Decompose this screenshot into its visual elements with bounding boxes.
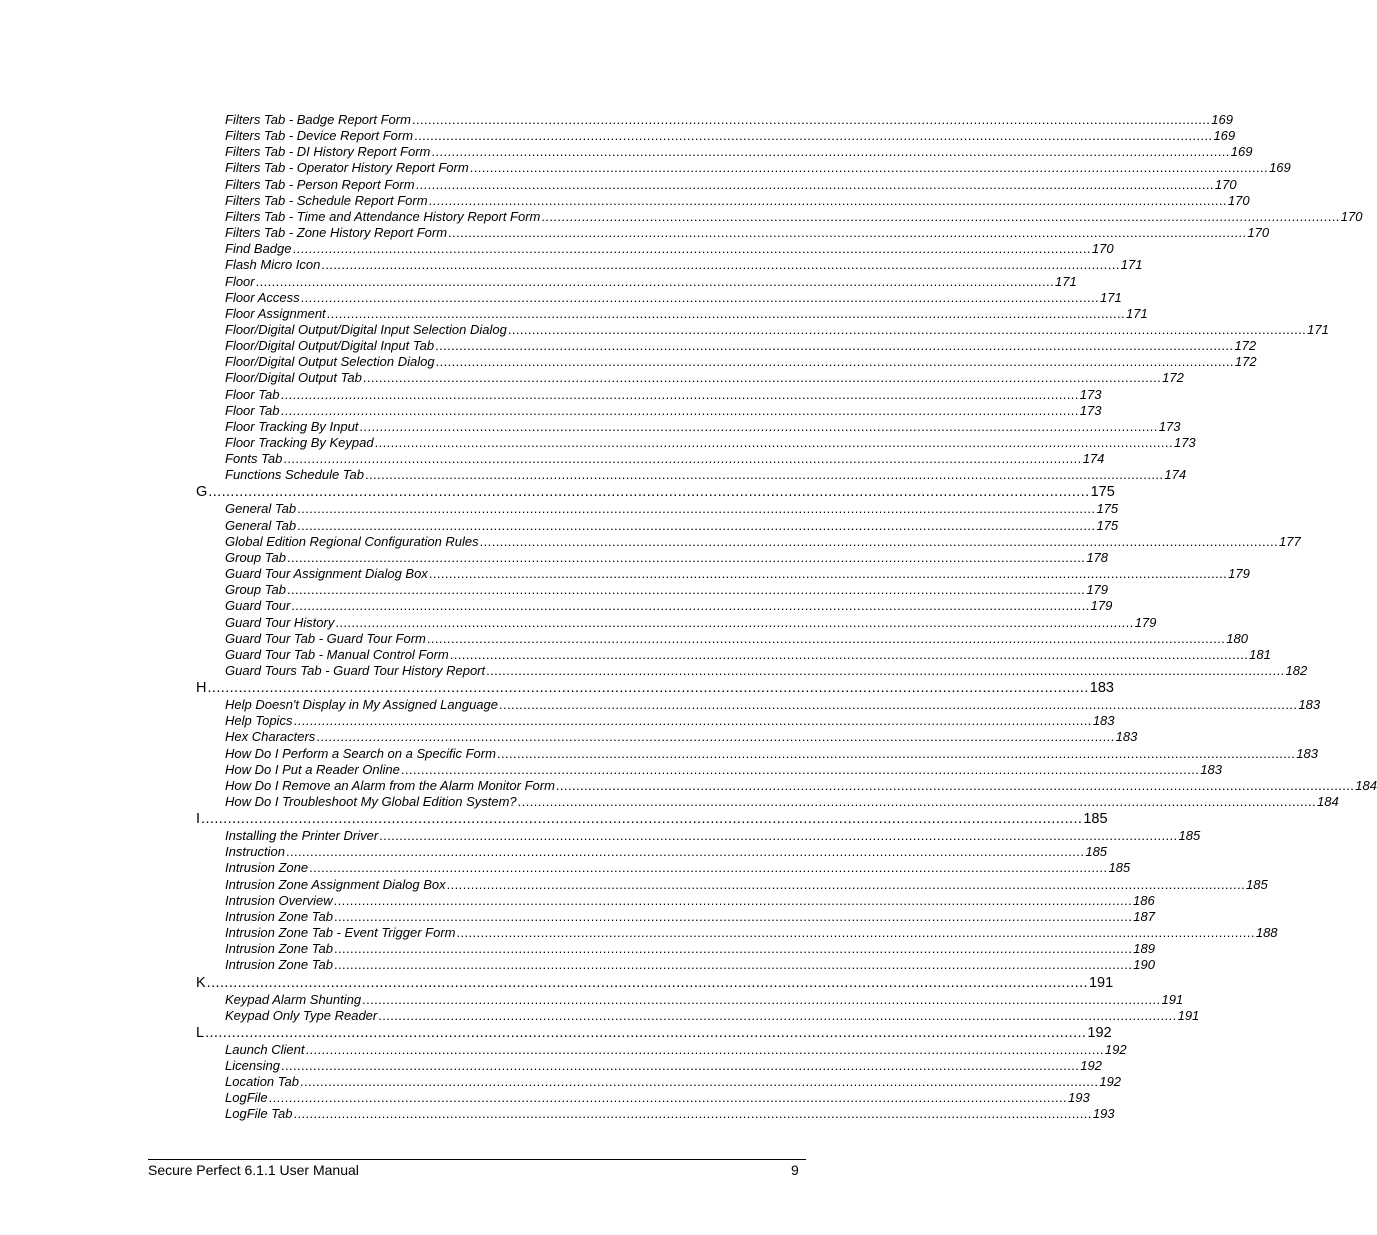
- index-page-number: 179: [1086, 582, 1109, 598]
- index-entry: [225, 697, 1321, 713]
- index-entry: [225, 713, 1115, 729]
- index-letter: H: [196, 680, 207, 697]
- index-entry-title: Hex Characters: [225, 729, 316, 745]
- index-entry-title: Group Tab: [225, 582, 286, 598]
- index-page-number: 189: [1133, 941, 1155, 957]
- index-entry: [225, 745, 1318, 761]
- index-page-number: 172: [1162, 370, 1184, 386]
- dot-leader: .......................................................................................................................................................................................................: [201, 811, 1083, 828]
- dot-leader: .......................................................................................................................................................................................................: [300, 289, 1100, 305]
- index-page-number: 181: [1249, 646, 1271, 662]
- index-letter-heading: [196, 484, 1115, 501]
- index-entry-title: Floor/Digital Output Selection Dialog: [225, 354, 435, 370]
- index-entry: [225, 1007, 1200, 1023]
- index-page-number: 184: [1317, 794, 1339, 809]
- index-entry: [225, 289, 1122, 305]
- index-entry: [225, 370, 1184, 386]
- index-letter-heading: [196, 974, 1114, 992]
- dot-leader: .......................................................................................................................................................................................................: [486, 662, 1285, 678]
- index-page-number: 175: [1096, 517, 1119, 533]
- index-page-number: 185: [1246, 876, 1268, 892]
- index-entry-title: Filters Tab - Operator History Report Form: [225, 160, 469, 176]
- dot-leader: .......................................................................................................................................................................................................: [255, 273, 1054, 289]
- footer-title: Secure Perfect 6.1.1 User Manual: [148, 1162, 359, 1178]
- index-entry: [225, 257, 1143, 273]
- index-entry-title: Find Badge: [225, 241, 292, 257]
- index-entry: [225, 1057, 1102, 1073]
- index-entry-title: Floor Tracking By Input: [225, 418, 359, 434]
- index-page-number: 169: [1213, 128, 1236, 144]
- index-entry: [225, 860, 1131, 876]
- dot-leader: .......................................................................................................................................................................................................: [448, 225, 1247, 241]
- index-page-number: 193: [1092, 1106, 1115, 1122]
- dot-leader: .......................................................................................................................................................................................................: [333, 908, 1133, 924]
- index-entry: [225, 435, 1196, 450]
- index-letter-heading: [196, 1024, 1112, 1042]
- index-page-number: 180: [1226, 630, 1248, 646]
- index-page-number: 192: [1080, 1057, 1102, 1073]
- dot-leader: .......................................................................................................................................................................................................: [435, 338, 1234, 354]
- index-entry: [225, 517, 1119, 533]
- index-letter-heading: [196, 811, 1108, 828]
- dot-leader: .......................................................................................................................................................................................................: [316, 729, 1115, 745]
- index-page-number: 170: [1227, 192, 1250, 208]
- index-page-number: 186: [1133, 892, 1155, 908]
- index-entry: [225, 566, 1250, 582]
- index-entry-title: Location Tab: [225, 1074, 299, 1090]
- dot-leader: .......................................................................................................................................................................................................: [507, 321, 1307, 337]
- index-entry: [225, 144, 1253, 160]
- index-entry-title: Licensing: [225, 1057, 280, 1073]
- index-entry-title: Guard Tour Tab - Guard Tour Form: [225, 630, 426, 646]
- index-page-number: 191: [1161, 991, 1184, 1007]
- index-entry-title: Guard Tour History: [225, 614, 335, 630]
- index-page-number: 173: [1158, 418, 1181, 434]
- index-entry: [225, 844, 1108, 860]
- dot-leader: .......................................................................................................................................................................................................: [428, 566, 1228, 582]
- index-entry: [225, 418, 1181, 434]
- index-entry-title: Help Topics: [225, 713, 293, 729]
- index-entry: [225, 925, 1278, 941]
- dot-leader: .......................................................................................................................................................................................................: [499, 697, 1298, 713]
- index-page-number: 171: [1100, 289, 1122, 305]
- footer-rule: [148, 1159, 806, 1160]
- index-entry: [225, 729, 1138, 745]
- index-entry: [225, 192, 1250, 208]
- dot-leader: .......................................................................................................................................................................................................: [435, 354, 1234, 370]
- index-page-number: 173: [1079, 402, 1102, 418]
- dot-leader: .......................................................................................................................................................................................................: [446, 876, 1245, 892]
- index-entry: [225, 630, 1248, 646]
- index-entry: [225, 112, 1233, 127]
- dot-leader: .......................................................................................................................................................................................................: [297, 517, 1096, 533]
- dot-leader: .......................................................................................................................................................................................................: [285, 844, 1085, 860]
- dot-leader: .......................................................................................................................................................................................................: [297, 501, 1096, 517]
- index-page-number: 169: [1269, 160, 1291, 176]
- index-entry: [225, 991, 1184, 1007]
- dot-leader: .......................................................................................................................................................................................................: [362, 370, 1162, 386]
- index-page-number: 190: [1133, 957, 1155, 973]
- index-entry-title: Filters Tab - Schedule Report Form: [225, 192, 428, 208]
- index-page-number: 170: [1214, 176, 1237, 192]
- dot-leader: .......................................................................................................................................................................................................: [541, 208, 1340, 224]
- index-letter-heading: [196, 680, 1114, 697]
- dot-leader: .......................................................................................................................................................................................................: [411, 112, 1211, 127]
- dot-leader: .......................................................................................................................................................................................................: [359, 418, 1158, 434]
- index-entry: [225, 828, 1201, 844]
- index-page-number: 183: [1089, 680, 1114, 697]
- index-entry-title: Flash Micro Icon: [225, 257, 321, 273]
- index-entry-title: Keypad Alarm Shunting: [225, 991, 362, 1007]
- dot-leader: .......................................................................................................................................................................................................: [365, 467, 1164, 483]
- dot-leader: .......................................................................................................................................................................................................: [293, 713, 1092, 729]
- index-entry: [225, 208, 1363, 224]
- dot-leader: .......................................................................................................................................................................................................: [449, 646, 1249, 662]
- index-entry-title: Floor Tab: [225, 402, 280, 418]
- dot-leader: .......................................................................................................................................................................................................: [333, 892, 1133, 908]
- dot-leader: .......................................................................................................................................................................................................: [291, 598, 1090, 614]
- index-page-number: 171: [1307, 321, 1329, 337]
- index-entry-title: Intrusion Zone Tab - Event Trigger Form: [225, 925, 456, 941]
- index-page-number: 185: [1083, 811, 1108, 828]
- dot-leader: .......................................................................................................................................................................................................: [206, 974, 1088, 991]
- index-entry: [225, 128, 1236, 144]
- dot-leader: .......................................................................................................................................................................................................: [469, 160, 1269, 176]
- index-entry-title: Intrusion Zone Assignment Dialog Box: [225, 876, 446, 892]
- index-entry-title: Guard Tours Tab - Guard Tour History Report: [225, 662, 486, 678]
- index-entry-title: Guard Tour Assignment Dialog Box: [225, 566, 428, 582]
- index-page-number: 170: [1247, 225, 1270, 241]
- index-page-number: 184: [1355, 777, 1377, 793]
- index-entry-title: Guard Tour: [225, 598, 291, 614]
- index-page-number: 170: [1091, 241, 1114, 257]
- dot-leader: .......................................................................................................................................................................................................: [555, 777, 1355, 793]
- index-entry: [225, 533, 1301, 549]
- index-entry-title: Help Doesn't Display in My Assigned Language: [225, 697, 498, 713]
- dot-leader: .......................................................................................................................................................................................................: [293, 1106, 1092, 1122]
- index-entry: [225, 225, 1270, 241]
- index-page-number: 175: [1090, 484, 1115, 501]
- index-entry: [225, 176, 1237, 192]
- index-page-number: 170: [1340, 208, 1363, 224]
- index-entry: [225, 646, 1271, 662]
- index-page-number: 173: [1079, 386, 1102, 402]
- dot-leader: .......................................................................................................................................................................................................: [286, 582, 1086, 598]
- dot-leader: .......................................................................................................................................................................................................: [479, 533, 1279, 549]
- index-page-number: 173: [1173, 435, 1196, 450]
- index-entry-title: General Tab: [225, 517, 297, 533]
- index-entry-title: Intrusion Zone: [225, 860, 309, 876]
- index-entry: [225, 549, 1109, 565]
- index-entry-title: LogFile: [225, 1090, 268, 1106]
- index-entry-title: Floor Access: [225, 289, 300, 305]
- index-entry-title: Floor Tab: [225, 386, 280, 402]
- index-entry-title: Instruction: [225, 844, 285, 860]
- dot-leader: .......................................................................................................................................................................................................: [208, 484, 1090, 501]
- index-entry: [225, 777, 1377, 793]
- index-page-number: 185: [1108, 860, 1131, 876]
- index-entry: [225, 305, 1148, 321]
- index-entry-title: Filters Tab - Badge Report Form: [225, 112, 411, 127]
- index-entry: [225, 354, 1257, 370]
- index-page-number: 179: [1134, 614, 1157, 630]
- dot-leader: .......................................................................................................................................................................................................: [299, 1074, 1099, 1090]
- index-entry: [225, 941, 1155, 957]
- dot-leader: .......................................................................................................................................................................................................: [280, 1057, 1080, 1073]
- dot-leader: .......................................................................................................................................................................................................: [326, 305, 1126, 321]
- index-entry: [225, 386, 1102, 402]
- index-page-number: 183: [1296, 745, 1318, 761]
- index-entry-title: Filters Tab - Zone History Report Form: [225, 225, 448, 241]
- dot-leader: .......................................................................................................................................................................................................: [431, 144, 1230, 160]
- index-entry: [225, 876, 1268, 892]
- index-page-number: 171: [1126, 305, 1148, 321]
- index-entry-title: Guard Tour Tab - Manual Control Form: [225, 646, 449, 662]
- index-entry: [225, 402, 1102, 418]
- index-entry: [225, 241, 1114, 257]
- index-entry-title: Filters Tab - Person Report Form: [225, 176, 415, 192]
- index-entry-title: Filters Tab - DI History Report Form: [225, 144, 431, 160]
- index-entry: [225, 908, 1155, 924]
- index-page-number: 187: [1133, 908, 1155, 924]
- index-entry-title: Installing the Printer Driver: [225, 828, 379, 844]
- dot-leader: .......................................................................................................................................................................................................: [456, 925, 1255, 941]
- index-entry: [225, 501, 1119, 517]
- index-page-number: 185: [1178, 828, 1201, 844]
- index-page-number: 183: [1200, 761, 1222, 777]
- dot-leader: .......................................................................................................................................................................................................: [292, 241, 1091, 257]
- index-entry-title: Global Edition Regional Configuration Rules: [225, 533, 479, 549]
- footer-page-number: 9: [791, 1162, 799, 1178]
- index-entry-title: Filters Tab - Time and Attendance History Report Form: [225, 208, 541, 224]
- index-page-number: 175: [1096, 501, 1119, 517]
- index-page-number: 193: [1068, 1090, 1090, 1106]
- dot-leader: .......................................................................................................................................................................................................: [280, 402, 1079, 418]
- index-entry-title: How Do I Troubleshoot My Global Edition System?: [225, 794, 517, 809]
- index-page-number: 182: [1285, 662, 1308, 678]
- index-page-number: 192: [1099, 1074, 1122, 1090]
- index-entry: [225, 321, 1329, 337]
- index-page-number: 183: [1115, 729, 1138, 745]
- index-entry: [225, 273, 1077, 289]
- index-letter: I: [196, 811, 201, 828]
- dot-leader: .......................................................................................................................................................................................................: [400, 761, 1200, 777]
- index-letter: L: [196, 1024, 205, 1041]
- index-page-number: 191: [1177, 1007, 1200, 1023]
- dot-leader: .......................................................................................................................................................................................................: [268, 1090, 1067, 1106]
- index-page-number: 174: [1082, 451, 1105, 467]
- dot-leader: .......................................................................................................................................................................................................: [374, 435, 1173, 450]
- dot-leader: .......................................................................................................................................................................................................: [286, 549, 1086, 565]
- index-entry-title: Intrusion Zone Tab: [225, 908, 333, 924]
- index-entry: [225, 598, 1113, 614]
- dot-leader: .......................................................................................................................................................................................................: [280, 386, 1079, 402]
- index-entry-title: Floor/Digital Output/Digital Input Selection Dialog: [225, 321, 507, 337]
- index-page-number: 169: [1211, 112, 1233, 127]
- index-page-number: 169: [1230, 144, 1253, 160]
- index-entry: [225, 892, 1155, 908]
- index-page-number: 179: [1228, 566, 1250, 582]
- index-page-number: 174: [1164, 467, 1187, 483]
- index-letter: G: [196, 484, 208, 501]
- index-entry: [225, 662, 1308, 678]
- dot-leader: .......................................................................................................................................................................................................: [333, 957, 1133, 973]
- dot-leader: .......................................................................................................................................................................................................: [378, 1007, 1177, 1023]
- index-entry: [225, 761, 1222, 777]
- index-entry-title: Intrusion Zone Tab: [225, 957, 333, 973]
- index-letter: K: [196, 974, 206, 991]
- index-entry-title: Intrusion Zone Tab: [225, 941, 333, 957]
- index-page-number: 171: [1054, 273, 1077, 289]
- index-page-number: 183: [1092, 713, 1115, 729]
- index-entry-title: Intrusion Overview: [225, 892, 333, 908]
- index-entry-title: How Do I Put a Reader Online: [225, 761, 400, 777]
- index-entry: [225, 1074, 1122, 1090]
- index-entry: [225, 338, 1257, 354]
- index-entry-title: How Do I Perform a Search on a Specific Form: [225, 745, 496, 761]
- index-entry-title: Floor/Digital Output/Digital Input Tab: [225, 338, 435, 354]
- index-entry: [225, 160, 1291, 176]
- index-page-number: 172: [1234, 338, 1257, 354]
- index-page-number: 192: [1104, 1041, 1127, 1057]
- index-entry-title: Keypad Only Type Reader: [225, 1007, 378, 1023]
- index-entry-title: How Do I Remove an Alarm from the Alarm Monitor Form: [225, 777, 555, 793]
- index-entry-title: LogFile Tab: [225, 1106, 293, 1122]
- index-entry-title: Floor/Digital Output Tab: [225, 370, 362, 386]
- dot-leader: .......................................................................................................................................................................................................: [283, 451, 1082, 467]
- index-page-number: 177: [1279, 533, 1301, 549]
- dot-leader: .......................................................................................................................................................................................................: [335, 614, 1134, 630]
- dot-leader: .......................................................................................................................................................................................................: [309, 860, 1108, 876]
- dot-leader: .......................................................................................................................................................................................................: [426, 630, 1226, 646]
- index-page-number: 178: [1086, 549, 1109, 565]
- index-entry: [225, 582, 1109, 598]
- index-page-number: 179: [1090, 598, 1113, 614]
- index-page-number: 172: [1234, 354, 1257, 370]
- dot-leader: .......................................................................................................................................................................................................: [414, 128, 1213, 144]
- dot-leader: .......................................................................................................................................................................................................: [362, 991, 1161, 1007]
- index-page-number: 191: [1088, 974, 1114, 991]
- index-entry: [225, 467, 1187, 483]
- index-entry: [225, 957, 1155, 973]
- index-entry-title: Launch Client: [225, 1041, 305, 1057]
- dot-leader: .......................................................................................................................................................................................................: [207, 680, 1089, 697]
- index-entry-title: Floor: [225, 273, 255, 289]
- dot-leader: .......................................................................................................................................................................................................: [205, 1024, 1087, 1041]
- index-entry-title: Fonts Tab: [225, 451, 283, 467]
- dot-leader: .......................................................................................................................................................................................................: [321, 257, 1120, 273]
- index-entry-title: Functions Schedule Tab: [225, 467, 365, 483]
- index-entry-title: Filters Tab - Device Report Form: [225, 128, 414, 144]
- index-entry-title: Floor Assignment: [225, 305, 326, 321]
- index-entry: [225, 451, 1105, 467]
- dot-leader: .......................................................................................................................................................................................................: [415, 176, 1214, 192]
- index-entry: [225, 1041, 1127, 1057]
- index-page-number: 188: [1255, 925, 1278, 941]
- dot-leader: .......................................................................................................................................................................................................: [379, 828, 1178, 844]
- index-page-number: 185: [1085, 844, 1108, 860]
- index-page-number: 171: [1120, 257, 1143, 273]
- dot-leader: .......................................................................................................................................................................................................: [333, 941, 1133, 957]
- index-page-number: 183: [1298, 697, 1321, 713]
- index-entry-title: Floor Tracking By Keypad: [225, 435, 374, 450]
- dot-leader: .......................................................................................................................................................................................................: [428, 192, 1227, 208]
- index-entry: [225, 1106, 1115, 1122]
- index-entry: [225, 794, 1339, 809]
- dot-leader: .......................................................................................................................................................................................................: [496, 745, 1296, 761]
- index-page-number: 192: [1087, 1024, 1112, 1041]
- index-entry: [225, 614, 1157, 630]
- index-entry-title: Group Tab: [225, 549, 286, 565]
- index-entry: [225, 1090, 1090, 1106]
- dot-leader: .......................................................................................................................................................................................................: [305, 1041, 1104, 1057]
- dot-leader: .......................................................................................................................................................................................................: [517, 794, 1317, 809]
- index-entry-title: General Tab: [225, 501, 297, 517]
